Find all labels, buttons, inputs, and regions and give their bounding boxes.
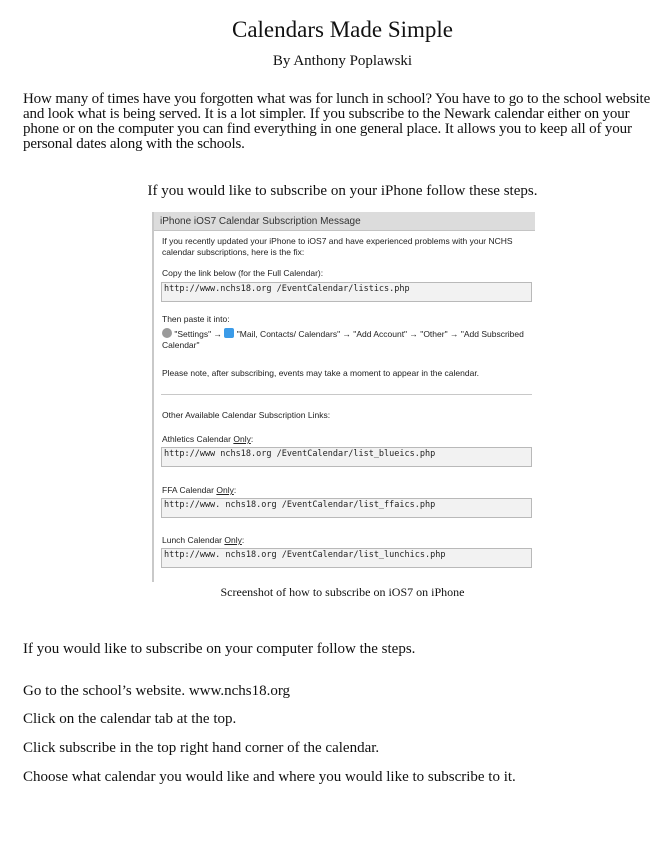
- ffa-only-text: Only: [216, 485, 234, 495]
- subscription-note: Please note, after subscribing, events may take a moment to appear in the calendar.: [162, 368, 480, 378]
- author-byline: By Anthony Poplawski: [272, 53, 413, 69]
- lunch-calendar-label: [162, 535, 530, 546]
- full-calendar-link-field[interactable]: http://www.nchs18.org /EventCalendar/listics.php: [161, 282, 532, 302]
- intro-paragraph: How many of times have you forgotten what was for lunch in school? You have to go to the school website and look what is being served. It is a lot simpler. If you subscribe to the Newark calendar either on your phone or on the computer you can find everything in one general place. It allows you to keep all of your personal dates along with the schools.: [23, 91, 651, 152]
- mail-contacts-calendars-icon: [224, 328, 234, 338]
- other-links-label: Other Available Calendar Subscription Links:: [162, 410, 331, 420]
- screenshot-caption: Screenshot of how to subscribe on iOS7 on iPhone: [220, 585, 465, 599]
- settings-path-text: "Settings" →: [174, 329, 222, 339]
- lunch-label-text: Lunch Calendar: [162, 535, 223, 545]
- copy-link-label: Copy the link below (for the Full Calendar):: [162, 268, 324, 278]
- iphone-instructions-heading: If you would like to subscribe on your iPhone follow these steps.: [147, 183, 538, 199]
- lunch-calendar-link-field[interactable]: http://www. nchs18.org /EventCalendar/list_lunchics.php: [161, 548, 532, 568]
- step-item: Choose what calendar you would like and where you would like to subscribe to it.: [23, 769, 516, 785]
- paste-into-label: Then paste it into:: [162, 314, 230, 324]
- paste-instructions: [162, 328, 530, 351]
- document-title: Calendars Made Simple: [231, 17, 453, 42]
- ffa-calendar-link-field[interactable]: http://www. nchs18.org /EventCalendar/list_ffaics.php: [161, 498, 532, 518]
- panel-header: iPhone iOS7 Calendar Subscription Message: [154, 212, 535, 231]
- athletics-calendar-label: [162, 434, 530, 445]
- step-item: Click subscribe in the top right hand corner of the calendar.: [23, 740, 380, 756]
- mail-path-text: "Mail, Contacts/ Calendars" → "Add Account" → "Other" → "Add Subscribed Calendar": [162, 329, 524, 350]
- computer-instructions-heading: If you would like to subscribe on your computer follow the steps.: [23, 641, 416, 657]
- ffa-colon: :: [233, 485, 237, 495]
- lunch-only-text: Only: [224, 535, 242, 545]
- ffa-label-text: FFA Calendar: [162, 485, 214, 495]
- panel-divider: [161, 394, 532, 395]
- athletics-only-text: Only: [233, 434, 251, 444]
- athletics-calendar-link-field[interactable]: http://www nchs18.org /EventCalendar/list_blueics.php: [161, 447, 532, 467]
- athletics-label-text: Athletics Calendar: [162, 434, 231, 444]
- ios7-subscription-screenshot: [152, 212, 535, 582]
- ffa-calendar-label: [162, 485, 530, 496]
- lunch-colon: :: [241, 535, 245, 545]
- step-item: Go to the school’s website. www.nchs18.org: [23, 683, 291, 699]
- athletics-colon: :: [250, 434, 254, 444]
- panel-intro-text: If you recently updated your iPhone to iOS7 and have experienced problems with your NCHS calendar subscriptions, here is the fix:: [162, 236, 513, 257]
- step-item: Click on the calendar tab at the top.: [23, 711, 237, 727]
- settings-icon: [162, 328, 172, 338]
